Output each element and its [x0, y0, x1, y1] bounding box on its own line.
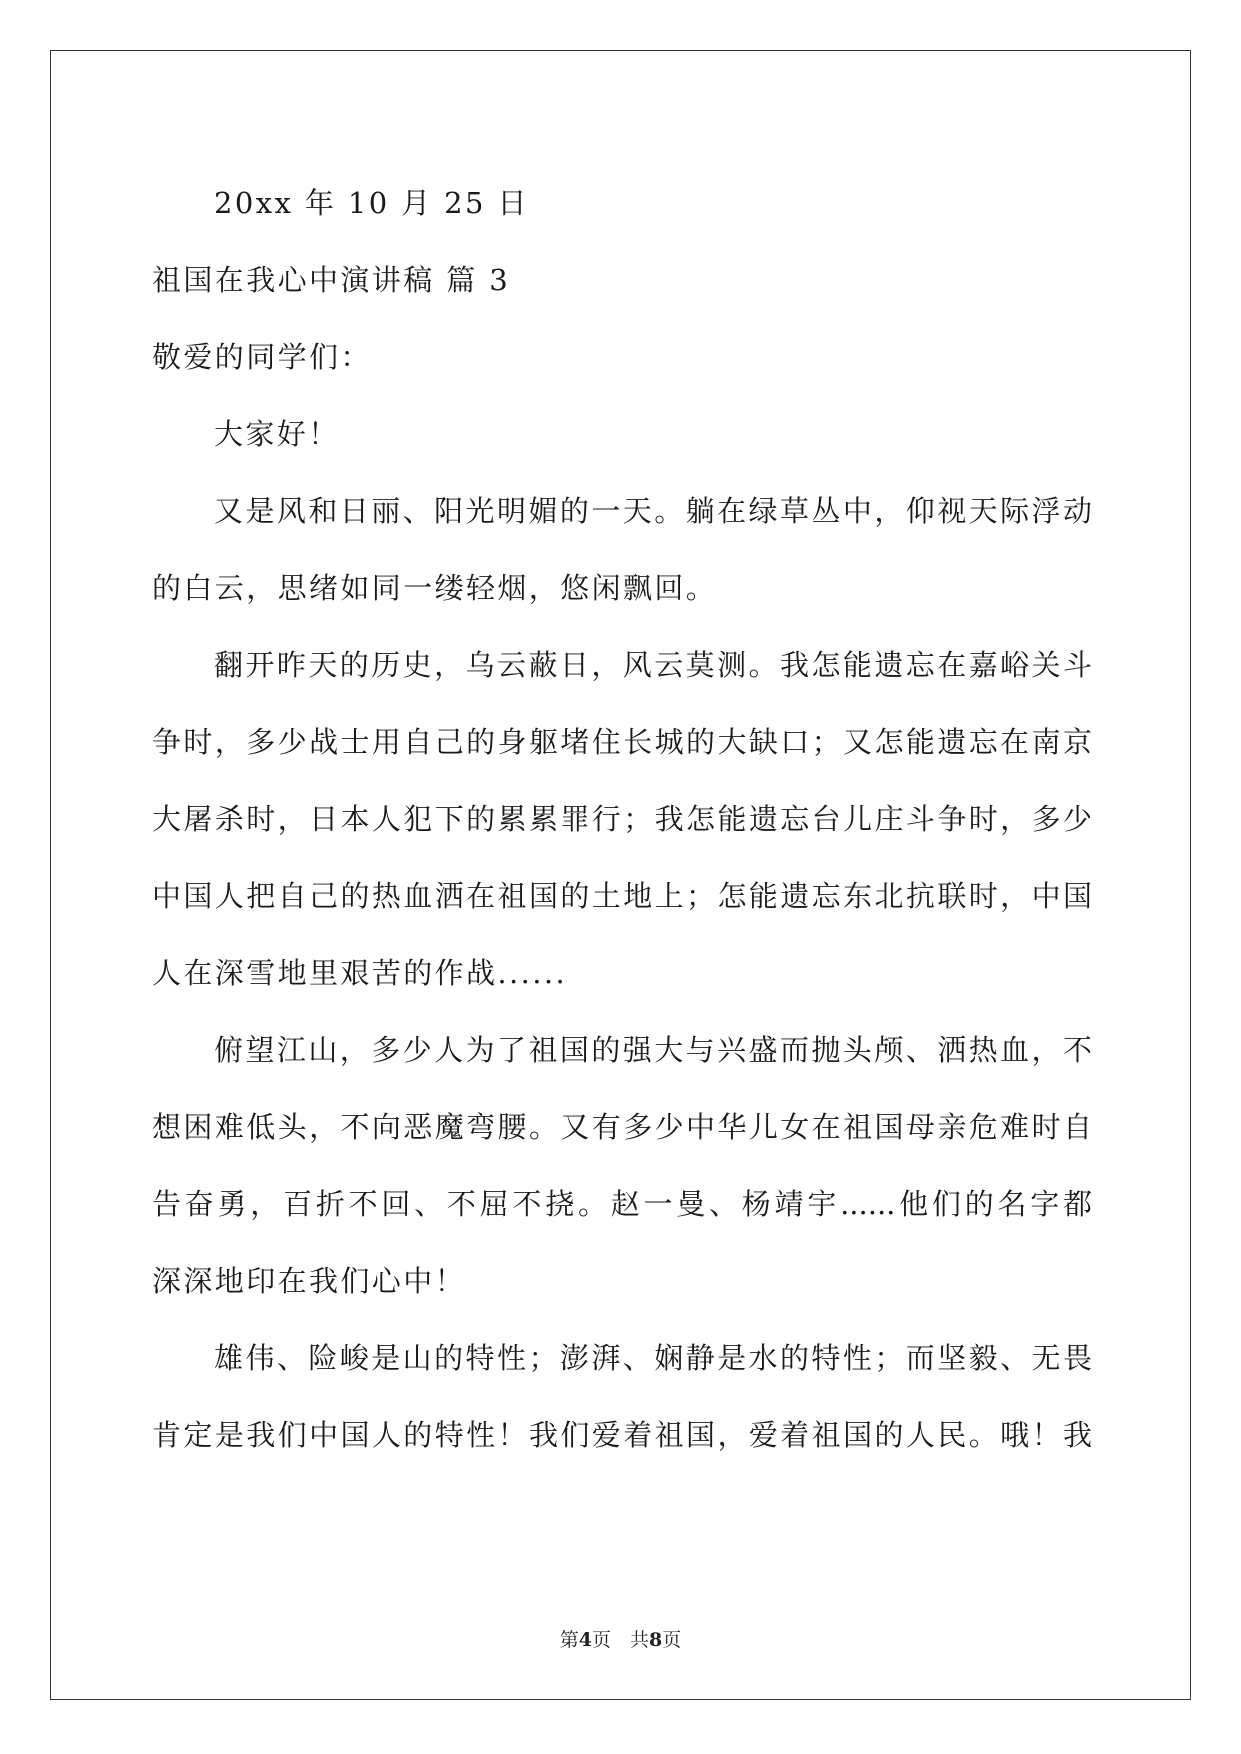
text-line: 深深地印在我们心中！ — [152, 1264, 467, 1298]
footer-prefix: 第 — [559, 1629, 579, 1651]
text-line: 想困难低头，不向恶魔弯腰。又有多少中华儿女在祖国母亲危难时自 — [152, 1110, 1092, 1144]
text-line: 大屠杀时，日本人犯下的累累罪行；我怎能遗忘台儿庄斗争时，多少 — [152, 802, 1092, 836]
current-page-number: 4 — [578, 1629, 592, 1651]
text-line: 20xx 年 10 月 25 日 — [214, 186, 529, 220]
document-body — [152, 165, 1092, 1474]
text-line: 雄伟、险峻是山的特性；澎湃、娴静是水的特性；而坚毅、无畏 — [214, 1341, 1092, 1375]
text-line: 人在深雪地里艰苦的作战...... — [152, 956, 568, 990]
text-line: 的白云，思绪如同一缕轻烟，悠闲飘回。 — [152, 571, 718, 605]
text-line: 告奋勇，百折不回、不屈不挠。赵一曼、杨靖宇......他们的名字都 — [152, 1187, 1092, 1221]
text-line: 又是风和日丽、阳光明媚的一天。躺在绿草丛中，仰视天际浮动 — [214, 494, 1092, 528]
text-line: 肯定是我们中国人的特性！我们爱着祖国，爱着祖国的人民。哦！我 — [152, 1418, 1092, 1452]
text-line: 敬爱的同学们： — [152, 340, 372, 374]
text-line: 翻开昨天的历史，乌云蔽日，风云莫测。我怎能遗忘在嘉峪关斗 — [214, 648, 1092, 682]
footer-suffix: 页 — [662, 1629, 682, 1651]
page-footer — [0, 1625, 1241, 1652]
total-page-number: 8 — [649, 1629, 663, 1651]
footer-middle: 页 共 — [591, 1629, 649, 1651]
text-line: 中国人把自己的热血洒在祖国的土地上；怎能遗忘东北抗联时，中国 — [152, 879, 1092, 913]
text-line: 争时，多少战士用自己的身躯堵住长城的大缺口；又怎能遗忘在南京 — [152, 725, 1092, 759]
text-line: 祖国在我心中演讲稿 篇 3 — [152, 263, 511, 297]
text-line: 大家好！ — [214, 417, 340, 451]
text-line: 俯望江山，多少人为了祖国的强大与兴盛而抛头颅、洒热血，不 — [214, 1033, 1092, 1067]
